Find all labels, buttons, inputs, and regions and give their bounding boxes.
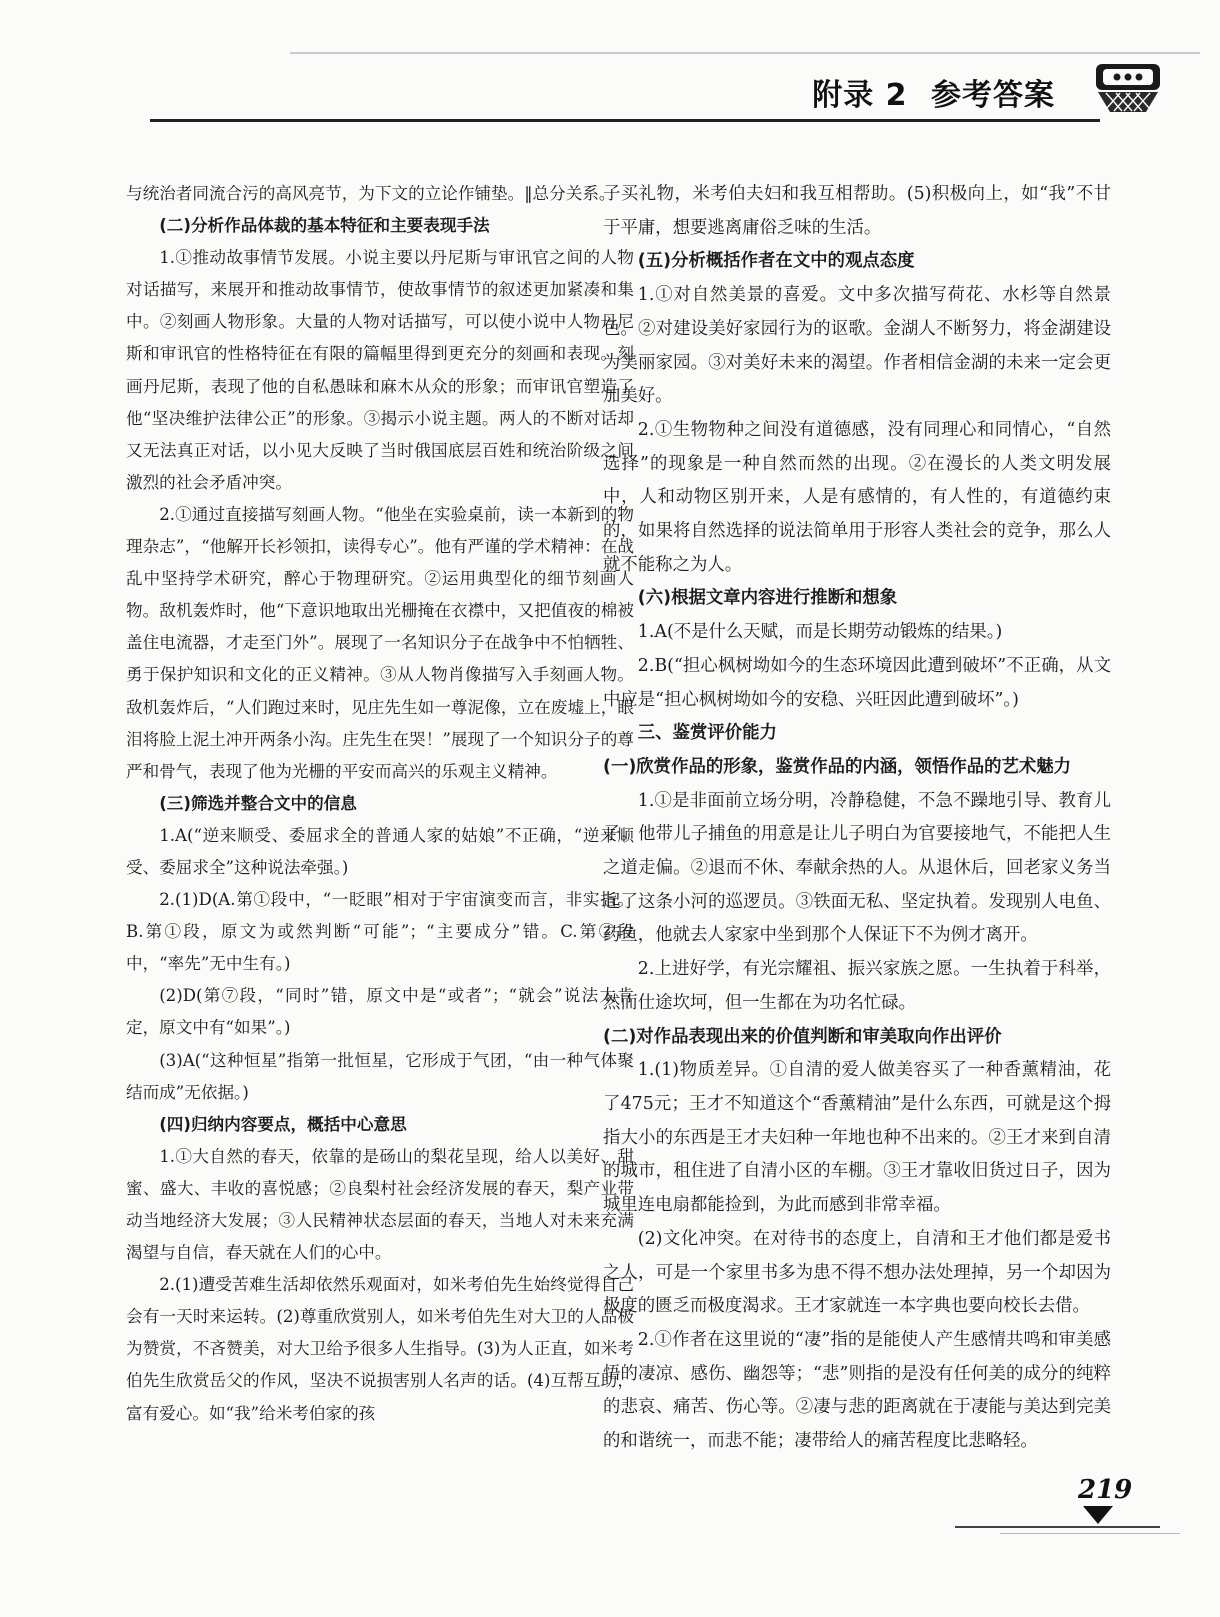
answer-paragraph: 2.(1)遭受苦难生活却依然乐观面对，如米考伯先生始终觉得自己会有一天时来运转。(2)尊重欣赏别人，如米考伯先生对大卫的人品极为赞赏，不吝赞美，对大卫给予很多人生指导。(3)为人正直，如米考伯先生欣赏岳父的作风，坚决不说损害别人名声的话。(4)互帮互助，富有爱心。如“我”给米考伯家的孩: [126, 1275, 634, 1423]
section-heading: (二)对作品表现出来的价值判断和审美取向作出评价: [603, 1026, 1002, 1047]
section-heading: (三)筛选并整合文中的信息: [159, 793, 357, 813]
answer-paragraph: 2.B(“担心枫树坳如今的生态环境因此遭到破坏”不正确，从文中应是“担心枫树坳如今的安稳、兴旺因此遭到破坏”。): [603, 655, 1111, 710]
answer-paragraph: 子买礼物，米考伯夫妇和我互相帮助。(5)积极向上，如“我”不甘于平庸，想要逃离庸俗乏味的生活。: [603, 184, 1111, 238]
page-header-title: [812, 70, 1055, 114]
answer-paragraph: 1.①推动故事情节发展。小说主要以丹尼斯与审讯官之间的人物对话描写，来展开和推动故事情节，使故事情节的叙述更加紧凑和集中。②刻画人物形象。大量的人物对话描写，可以使小说中人物丹尼斯和审讯官的性格特征在有限的篇幅里得到更充分的刻画和表现。刻画丹尼斯，表现了他的自私愚昧和麻木从众的形象；而审讯官塑造了他“坚决维护法律公正”的形象。③揭示小说主题。两人的不断对话却又无法真正对话，以小见大反映了当时俄国底层百姓和统治阶级之间激烈的社会矛盾冲突。: [126, 248, 634, 492]
answer-paragraph: 与统治者同流合污的高风亮节，为下文的立论作铺垫。‖总分关系。: [126, 184, 616, 203]
section-heading: (二)分析作品体裁的基本特征和主要表现手法: [159, 216, 490, 236]
answer-paragraph: (3)A(“这种恒星”指第一批恒星，它形成于气团，“由一种气体聚结而成”无依据。): [126, 1050, 634, 1102]
answer-paragraph: 1.①对自然美景的喜爱。文中多次描写荷花、水杉等自然景色。②对建设美好家园行为的讴歌。金湖人不断努力，将金湖建设为美丽家园。③对美好未来的渴望。作者相信金湖的未来一定会更加美好。: [603, 285, 1111, 407]
section-heading: (一)欣赏作品的形象，鉴赏作品的内涵，领悟作品的艺术魅力: [603, 756, 1072, 777]
appendix-label: 附录 2: [812, 78, 908, 113]
right-column: [603, 178, 1111, 1459]
page-arrow-icon: [1083, 1506, 1113, 1524]
section-heading: (五)分析概括作者在文中的观点态度: [637, 251, 915, 272]
left-column: [126, 178, 634, 1430]
answer-paragraph: (2)文化冲突。在对待书的态度上，自清和王才他们都是爱书之人，可是一个家里书多为患不得不想办法处理掉，另一个却因为极度的匮乏而极度渴求。王才家就连一本字典也要向校长去借。: [603, 1228, 1111, 1317]
answer-paragraph: 2.①生物物种之间没有道德感，没有同理心和同情心，“自然选择”的现象是一种自然而然的出现。②在漫长的人类文明发展中，人和动物区别开来，人是有感情的，有人性的，有道德约束的，如果将自然选择的说法简单用于形容人类社会的竞争，那么人就不能称之为人。: [603, 419, 1111, 575]
page-number: 219: [1078, 1475, 1133, 1505]
header-top-line: [290, 52, 1200, 54]
footer-rule: [955, 1526, 1160, 1528]
answer-paragraph: 2.①通过直接描写刻画人物。“他坐在实验桌前，读一本新到的物理杂志”，“他解开长衫领扣，读得专心”。他有严谨的学术精神：在战乱中坚持学术研究，醉心于物理研究。②运用典型化的细节刻画人物。敌机轰炸时，他“下意识地取出光栅掩在衣襟中，又把值夜的棉被盖住电流器，才走至门外”。展现了一名知识分子在战争中不怕牺牲、勇于保护知识和文化的正义精神。③从人物肖像描写入手刻画人物。敌机轰炸后，“人们跑过来时，见庄先生如一尊泥像，立在废墟上，眼泪将脸上泥土冲开两条小沟。庄先生在哭！”展现了一个知识分子的尊严和骨气，表现了他为光栅的平安而高兴的乐观主义精神。: [126, 504, 634, 781]
section-heading: 三、鉴赏评价能力: [637, 723, 777, 744]
answer-paragraph: 1.①大自然的春天，依靠的是砀山的梨花呈现，给人以美好、甜蜜、盛大、丰收的喜悦感；②良梨村社会经济发展的春天，梨产业带动当地经济大发展；③人民精神状态层面的春天，当地人对未来充满渴望与自信，春天就在人们的心中。: [126, 1146, 634, 1263]
answer-paragraph: 2.①作者在这里说的“凄”指的是能使人产生感情共鸣和审美感悟的凄凉、感伤、幽怨等；“悲”则指的是没有任何美的成分的纯粹的悲哀、痛苦、伤心等。②凄与悲的距离就在于凄能与美达到完美的和谐统一，而悲不能；凄带给人的痛苦程度比悲略轻。: [603, 1329, 1111, 1452]
book-dots-icon: [1094, 62, 1162, 114]
answer-paragraph: 2.(1)D(A.第①段中，“一眨眼”相对于宇宙演变而言，非实指。B.第①段，原文为或然判断“可能”；“主要成分”错。C.第②段中，“率先”无中生有。): [126, 890, 634, 974]
section-title: 参考答案: [931, 78, 1055, 113]
answer-paragraph: 1.①是非面前立场分明，冷静稳健，不急不躁地引导、教育儿子。他带儿子捕鱼的用意是让儿子明白为官要接地气，不能把人生之道走偏。②退而不休、奉献余热的人。从退休后，回老家义务当起了这条小河的巡逻员。③铁面无私、坚定执着。发现别人电鱼、药鱼，他就去人家家中坐到那个人保证下不为例才离开。: [603, 790, 1111, 946]
answer-paragraph: 1.A(“逆来顺受、委屈求全的普通人家的姑娘”不正确，“逆来顺受、委屈求全”这种说法牵强。): [126, 825, 634, 877]
answer-paragraph: 1.(1)物质差异。①自清的爱人做美容买了一种香薰精油，花了475元；王才不知道这个“香薰精油”是什么东西，可就是这个拇指大小的东西是王才夫妇种一年地也种不出来的。②王才来到自清的城市，租住进了自清小区的车棚。③王才靠收旧货过日子，因为城里连电扇都能捡到，为此而感到非常幸福。: [603, 1060, 1111, 1216]
section-heading: (四)归纳内容要点，概括中心意思: [159, 1114, 407, 1134]
answer-paragraph: 1.A(不是什么天赋，而是长期劳动锻炼的结果。): [637, 622, 1003, 643]
footer-rule-thin: [1000, 1533, 1180, 1534]
answer-paragraph: (2)D(第⑦段，“同时”错，原文中是“或者”；“就会”说法太肯定，原文中有“如果”。): [126, 986, 634, 1038]
header-rule: [150, 119, 1100, 122]
answer-paragraph: 2.上进好学，有光宗耀祖、振兴家族之愿。一生执着于科举，然而仕途坎坷，但一生都在为功名忙碌。: [603, 959, 1111, 1013]
section-heading: (六)根据文章内容进行推断和想象: [637, 588, 898, 609]
